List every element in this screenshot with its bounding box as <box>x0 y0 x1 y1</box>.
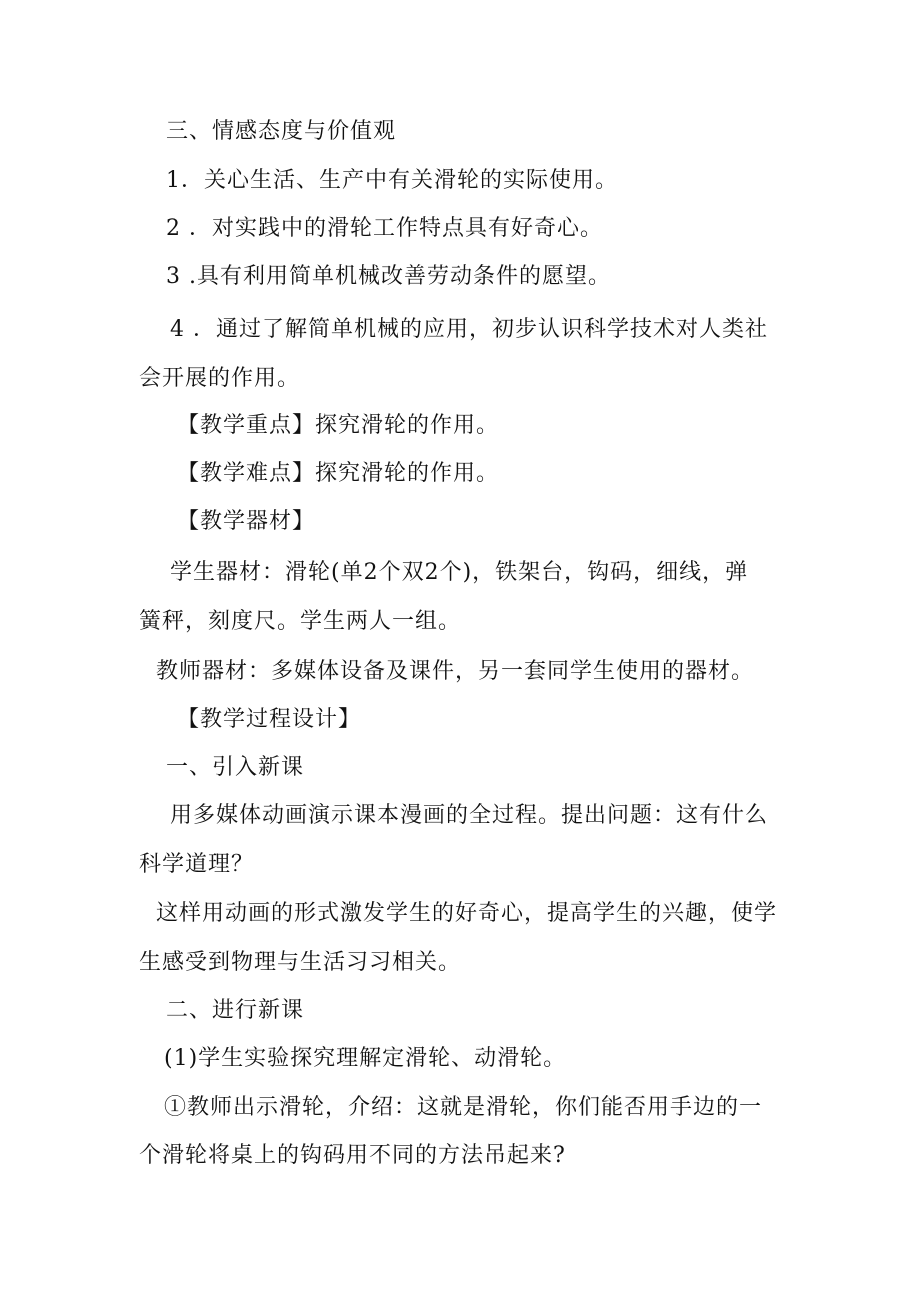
paragraph-line-4-continued: 会开展的作用。 <box>139 366 301 391</box>
teacher-materials-line: 教师器材：多媒体设备及课件，另一套同学生使用的器材。 <box>156 659 755 684</box>
paragraph-line-2: 2 ．对实践中的滑轮工作特点具有好奇心。 <box>166 216 603 241</box>
teaching-materials-heading: 【教学器材】 <box>177 509 316 534</box>
paragraph-teacher-demo-line-continued: 个滑轮将桌上的钩码用不同的方法吊起来? <box>139 1143 566 1168</box>
paragraph-teacher-demo-line: ①教师出示滑轮，介绍：这就是滑轮，你们能否用手边的一 <box>164 1095 763 1120</box>
paragraph-line-1: 1．关心生活、生产中有关滑轮的实际使用。 <box>166 168 618 193</box>
section-heading-emotion-attitude-values: 三、情感态度与价值观 <box>166 119 397 144</box>
paragraph-multimedia-line-continued: 科学道理？ <box>139 852 255 877</box>
paragraph-multimedia-line: 用多媒体动画演示课本漫画的全过程。提出问题：这有什么 <box>170 803 769 828</box>
paragraph-animation-line: 这样用动画的形式激发学生的好奇心，提高学生的兴趣，使学 <box>156 901 778 926</box>
student-materials-line: 学生器材：滑轮(单2个双2个)，铁架台，钩码，细线，弹 <box>170 560 749 585</box>
paragraph-experiment-line: (1)学生实验探究理解定滑轮、动滑轮。 <box>164 1046 567 1071</box>
teaching-focus-line: 【教学重点】探究滑轮的作用。 <box>177 413 500 438</box>
paragraph-line-3: 3 .具有利用简单机械改善劳动条件的愿望。 <box>166 264 611 289</box>
section-heading-new-lesson: 二、进行新课 <box>166 998 305 1023</box>
section-heading-introduce-new-lesson: 一、引入新课 <box>166 755 305 780</box>
student-materials-line-continued: 簧秤，刻度尺。学生两人一组。 <box>139 609 462 634</box>
paragraph-line-4: 4 ．通过了解简单机械的应用，初步认识科学技术对人类社 <box>170 317 768 342</box>
teaching-process-heading: 【教学过程设计】 <box>177 707 362 732</box>
teaching-difficulty-line: 【教学难点】探究滑轮的作用。 <box>177 461 500 486</box>
paragraph-animation-line-continued: 生感受到物理与生活习习相关。 <box>139 950 462 975</box>
